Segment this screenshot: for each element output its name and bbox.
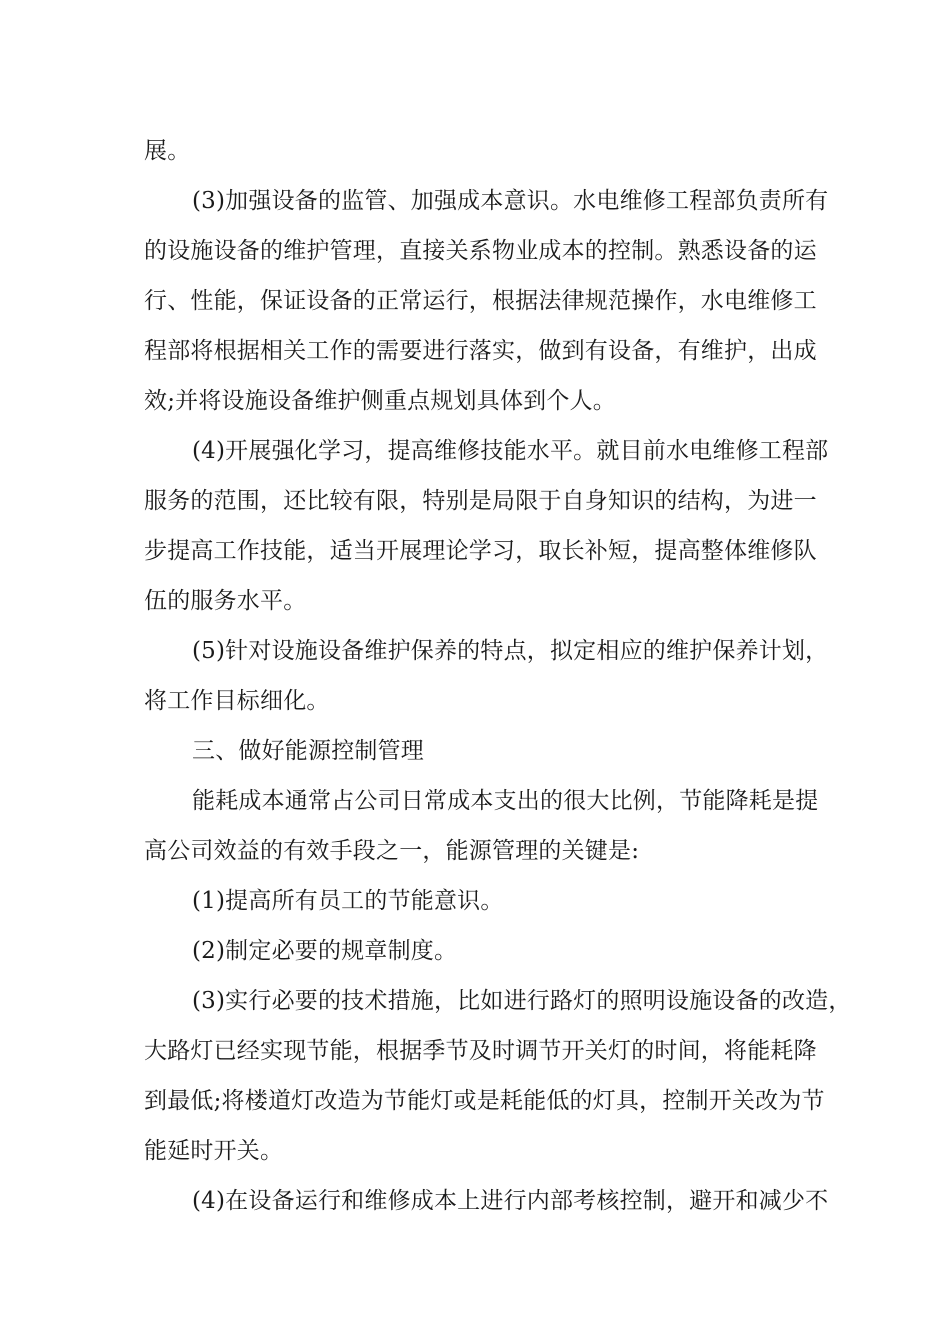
- text-line: 行、性能，保证设备的正常运行，根据法律规范操作，水电维修工: [144, 288, 817, 314]
- text-line: (5)针对设施设备维护保养的特点，拟定相应的维护保养计划，: [192, 638, 829, 664]
- text-line: (2)制定必要的规章制度。: [192, 938, 458, 964]
- text-line: 的设施设备的维护管理，直接关系物业成本的控制。熟悉设备的运: [144, 238, 817, 264]
- text-line: 效;并将设施设备维护侧重点规划具体到个人。: [144, 388, 616, 414]
- text-line: 程部将根据相关工作的需要进行落实，做到有设备，有维护，出成: [144, 338, 817, 364]
- text-line: 能延时开关。: [144, 1138, 284, 1164]
- text-line: 大路灯已经实现节能，根据季节及时调节开关灯的时间，将能耗降: [144, 1038, 817, 1064]
- text-line: 到最低;将楼道灯改造为节能灯或是耗能低的灯具，控制开关改为节: [144, 1088, 825, 1114]
- text-line: 步提高工作技能，适当开展理论学习，取长补短，提高整体维修队: [144, 538, 817, 564]
- text-line: 高公司效益的有效手段之一，能源管理的关键是:: [144, 838, 640, 864]
- text-line: 将工作目标细化。: [144, 688, 330, 714]
- text-line: (4)开展强化学习，提高维修技能水平。就目前水电维修工程部: [192, 438, 829, 464]
- text-line: 能耗成本通常占公司日常成本支出的很大比例，节能降耗是提: [192, 788, 819, 814]
- text-line: 伍的服务水平。: [144, 588, 307, 614]
- text-line: (3)加强设备的监管、加强成本意识。水电维修工程部负责所有: [192, 188, 829, 214]
- section-heading: 三、做好能源控制管理: [192, 738, 424, 764]
- text-line: 展。: [144, 138, 191, 164]
- text-line: 服务的范围，还比较有限，特别是局限于自身知识的结构，为进一: [144, 488, 817, 514]
- text-line: (4)在设备运行和维修成本上进行内部考核控制，避开和减少不: [192, 1188, 829, 1214]
- text-line: (3)实行必要的技术措施，比如进行路灯的照明设施设备的改造，: [192, 988, 852, 1014]
- text-line: (1)提高所有员工的节能意识。: [192, 888, 504, 914]
